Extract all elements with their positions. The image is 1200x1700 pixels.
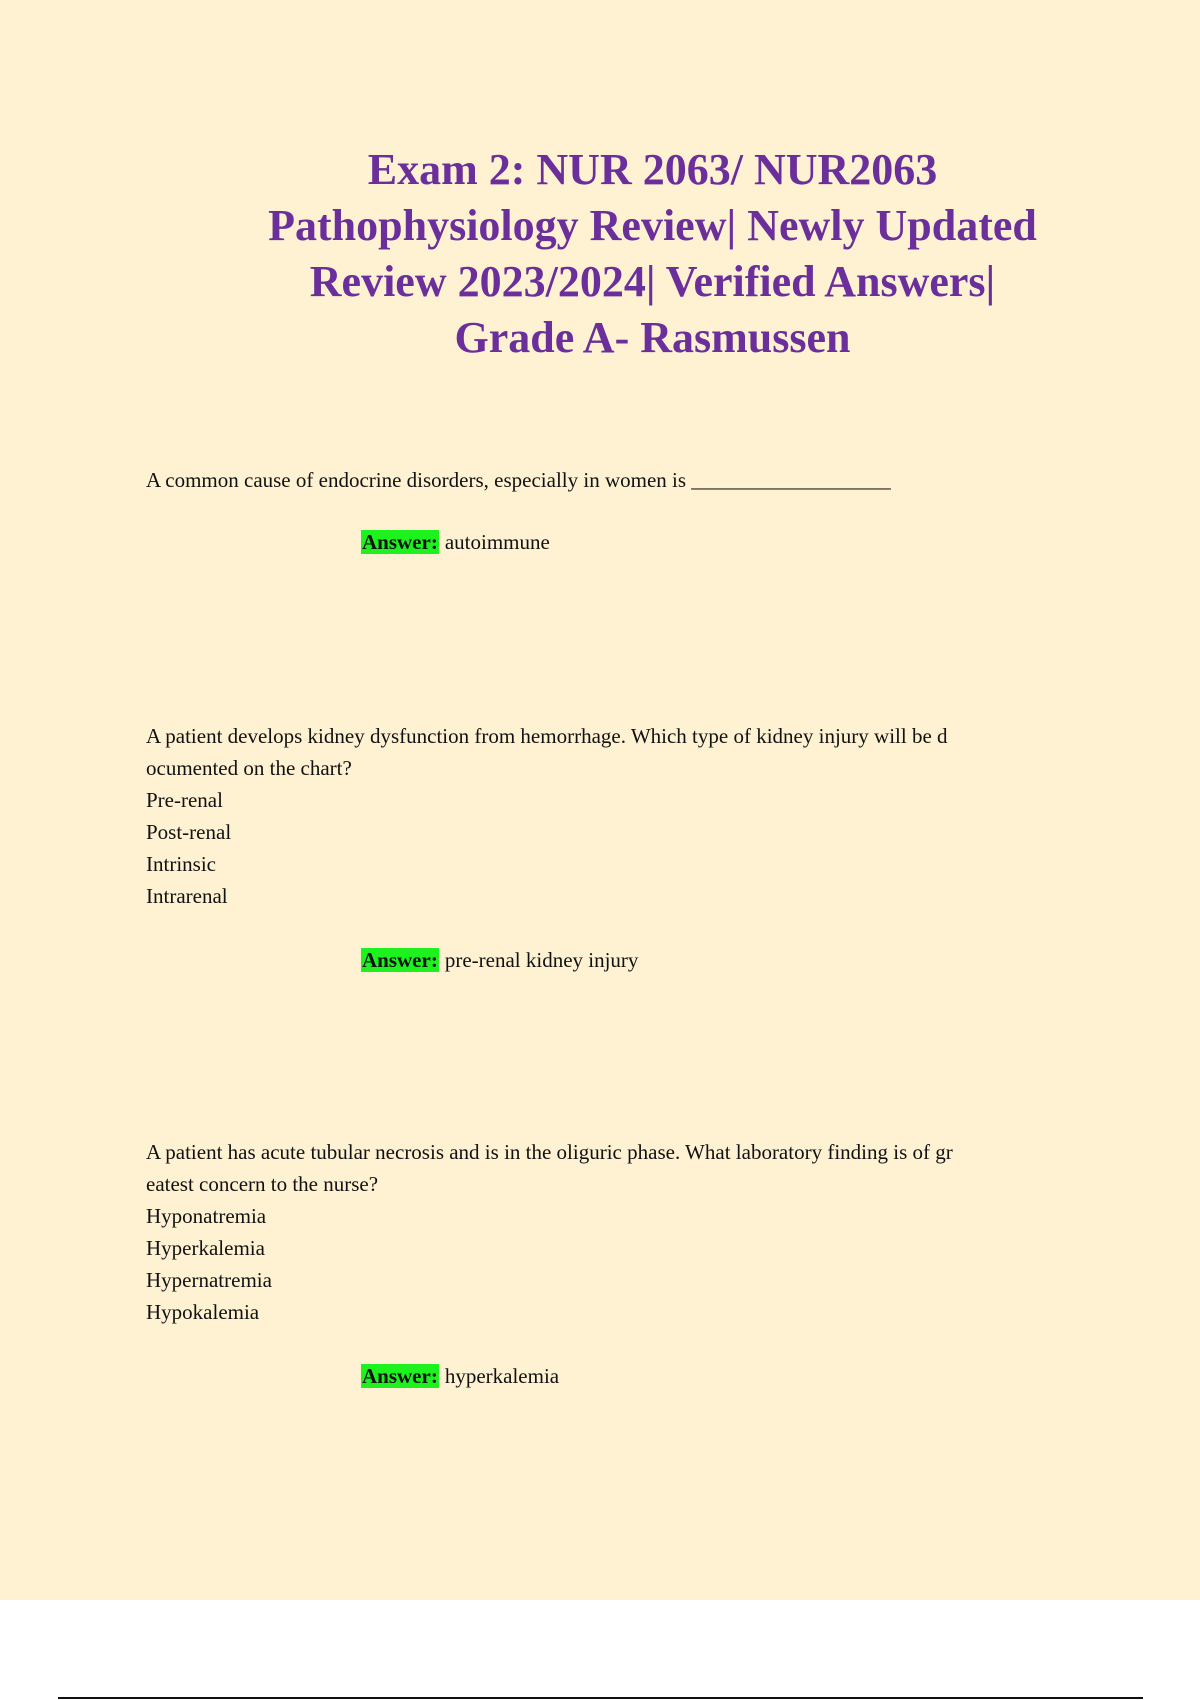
question-3 [146,1136,1096,1328]
title-line-4: Grade A- Rasmussen [454,313,851,362]
title-line-3: Review 2023/2024| Verified Answers| [309,257,996,306]
title-line-2: Pathophysiology Review| Newly Updated [268,201,1037,250]
answer-label: Answer: [362,1364,438,1388]
option-item: Intrarenal [146,884,228,908]
option-item: Hyponatremia [146,1204,267,1228]
question-3-answer [361,1360,559,1392]
answer-label: Answer: [362,530,438,554]
option-item: Hypokalemia [146,1300,260,1324]
question-3-text: A patient has acute tubular necrosis and is in the oliguric phase. What laboratory finding is of gr eatest concern to the nurse? [146,1140,953,1196]
answer-value: hyperkalemia [444,1364,560,1388]
footer-divider [58,1697,1143,1699]
option-item: Hyperkalemia [146,1236,265,1260]
question-1-text: A common cause of endocrine disorders, especially in women is ___________________ [146,468,891,492]
question-2-options [146,784,1096,912]
answer-value: autoimmune [444,530,550,554]
answer-value: pre-renal kidney injury [444,948,639,972]
option-item: Intrinsic [146,852,216,876]
question-1 [146,464,1096,496]
question-2 [146,720,1096,912]
question-2-text: A patient develops kidney dysfunction from hemorrhage. Which type of kidney injury will be d ocumented on the chart? [146,724,948,780]
option-item: Pre-renal [146,788,223,812]
title-line-1: Exam 2: NUR 2063/ NUR2063 [367,145,938,194]
question-2-answer [361,944,638,976]
document-title [200,142,1105,366]
question-1-answer [361,526,550,558]
question-3-options [146,1200,1096,1328]
option-item: Hypernatremia [146,1268,272,1292]
option-item: Post-renal [146,820,232,844]
answer-label: Answer: [362,948,438,972]
